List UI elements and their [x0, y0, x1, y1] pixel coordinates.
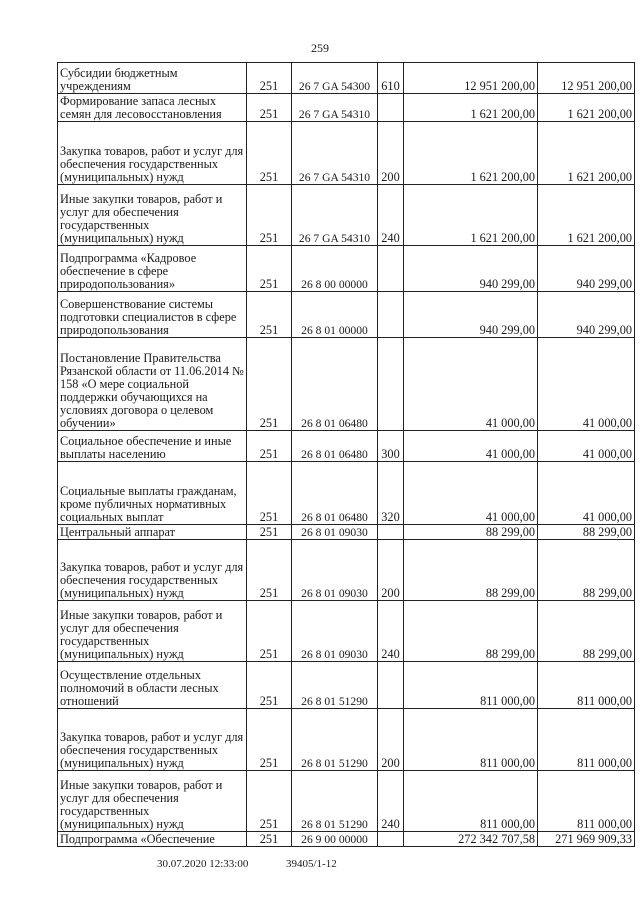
table-row	[58, 525, 635, 540]
row-amount-2021: 811 000,00	[538, 662, 635, 709]
row-code: 251	[247, 431, 292, 462]
row-code: 251	[247, 292, 292, 338]
row-amount-2021: 88 299,00	[538, 540, 635, 601]
row-amount-2020: 1 621 200,00	[404, 122, 538, 185]
row-target-article: 26 8 01 51290	[292, 771, 378, 832]
row-name: Закупка товаров, работ и услуг для обеспечения государственных (муниципальных) нужд	[58, 540, 247, 601]
row-amount-2020: 88 299,00	[404, 601, 538, 662]
row-name: Постановление Правительства Рязанской области от 11.06.2014 № 158 «О мере социальной поддержки обучающихся на условиях договора о целевом обучении»	[58, 338, 247, 431]
row-amount-2021: 1 621 200,00	[538, 94, 635, 122]
row-code: 251	[247, 832, 292, 847]
row-code: 251	[247, 94, 292, 122]
table-row	[58, 63, 635, 94]
row-name: Совершенствование системы подготовки специалистов в сфере природопользования	[58, 292, 247, 338]
footer-document-number: 39405/1-12	[286, 858, 337, 870]
row-name: Центральный аппарат	[58, 525, 247, 540]
row-target-article: 26 8 01 06480	[292, 338, 378, 431]
row-code: 251	[247, 709, 292, 771]
row-amount-2021: 41 000,00	[538, 338, 635, 431]
page-number: 259	[311, 41, 329, 55]
row-target-article: 26 8 01 09030	[292, 540, 378, 601]
row-amount-2020: 1 621 200,00	[404, 185, 538, 246]
row-target-article: 26 9 00 00000	[292, 832, 378, 847]
row-target-article: 26 8 01 00000	[292, 292, 378, 338]
row-code: 251	[247, 662, 292, 709]
footer-timestamp: 30.07.2020 12:33:00	[157, 858, 249, 870]
row-name: Социальные выплаты гражданам, кроме публичных нормативных социальных выплат	[58, 462, 247, 525]
row-code: 251	[247, 601, 292, 662]
table-row	[58, 832, 635, 847]
table-row	[58, 771, 635, 832]
row-name: Иные закупки товаров, работ и услуг для обеспечения государственных (муниципальных) нужд	[58, 601, 247, 662]
row-expense-type	[378, 525, 404, 540]
table-row	[58, 338, 635, 431]
row-amount-2020: 811 000,00	[404, 771, 538, 832]
row-amount-2021: 1 621 200,00	[538, 122, 635, 185]
row-amount-2020: 12 951 200,00	[404, 63, 538, 94]
row-amount-2021: 811 000,00	[538, 709, 635, 771]
table-row	[58, 185, 635, 246]
row-expense-type	[378, 338, 404, 431]
row-name: Подпрограмма «Обеспечение	[58, 832, 247, 847]
table-row	[58, 122, 635, 185]
row-amount-2021: 940 299,00	[538, 292, 635, 338]
row-code: 251	[247, 462, 292, 525]
row-expense-type: 240	[378, 771, 404, 832]
row-expense-type: 200	[378, 709, 404, 771]
row-amount-2021: 1 621 200,00	[538, 185, 635, 246]
row-amount-2021: 940 299,00	[538, 246, 635, 292]
row-amount-2020: 41 000,00	[404, 462, 538, 525]
row-target-article: 26 8 01 09030	[292, 601, 378, 662]
row-amount-2020: 272 342 707,58	[404, 832, 538, 847]
row-target-article: 26 8 00 00000	[292, 246, 378, 292]
row-target-article: 26 7 GA 54310	[292, 94, 378, 122]
row-amount-2020: 88 299,00	[404, 525, 538, 540]
row-amount-2021: 41 000,00	[538, 431, 635, 462]
table-row	[58, 462, 635, 525]
table-row	[58, 431, 635, 462]
row-amount-2020: 940 299,00	[404, 246, 538, 292]
row-name: Закупка товаров, работ и услуг для обеспечения государственных (муниципальных) нужд	[58, 122, 247, 185]
table-row	[58, 540, 635, 601]
row-code: 251	[247, 246, 292, 292]
row-expense-type	[378, 832, 404, 847]
row-expense-type: 240	[378, 601, 404, 662]
row-name: Закупка товаров, работ и услуг для обеспечения государственных (муниципальных) нужд	[58, 709, 247, 771]
row-expense-type: 300	[378, 431, 404, 462]
row-expense-type	[378, 94, 404, 122]
row-amount-2020: 41 000,00	[404, 431, 538, 462]
table-row	[58, 292, 635, 338]
row-name: Субсидии бюджетным учреждениям	[58, 63, 247, 94]
table-row	[58, 94, 635, 122]
row-target-article: 26 8 01 06480	[292, 431, 378, 462]
row-name: Иные закупки товаров, работ и услуг для обеспечения государственных (муниципальных) нужд	[58, 185, 247, 246]
row-expense-type: 200	[378, 122, 404, 185]
row-name: Иные закупки товаров, работ и услуг для обеспечения государственных (муниципальных) нужд	[58, 771, 247, 832]
row-amount-2020: 811 000,00	[404, 709, 538, 771]
table-row	[58, 709, 635, 771]
row-code: 251	[247, 525, 292, 540]
row-target-article: 26 7 GA 54310	[292, 122, 378, 185]
row-amount-2021: 41 000,00	[538, 462, 635, 525]
row-expense-type: 240	[378, 185, 404, 246]
row-target-article: 26 8 01 51290	[292, 662, 378, 709]
row-expense-type: 200	[378, 540, 404, 601]
row-name: Подпрограмма «Кадровое обеспечение в сфере природопользования»	[58, 246, 247, 292]
row-amount-2021: 811 000,00	[538, 771, 635, 832]
row-amount-2020: 41 000,00	[404, 338, 538, 431]
row-code: 251	[247, 63, 292, 94]
row-name: Социальное обеспечение и иные выплаты населению	[58, 431, 247, 462]
table-row	[58, 601, 635, 662]
row-amount-2021: 88 299,00	[538, 601, 635, 662]
row-expense-type	[378, 292, 404, 338]
row-target-article: 26 8 01 06480	[292, 462, 378, 525]
row-code: 251	[247, 771, 292, 832]
row-amount-2021: 271 969 909,33	[538, 832, 635, 847]
row-target-article: 26 7 GA 54310	[292, 185, 378, 246]
row-target-article: 26 7 GA 54300	[292, 63, 378, 94]
row-expense-type: 320	[378, 462, 404, 525]
row-target-article: 26 8 01 51290	[292, 709, 378, 771]
row-amount-2021: 88 299,00	[538, 525, 635, 540]
row-target-article: 26 8 01 09030	[292, 525, 378, 540]
row-code: 251	[247, 122, 292, 185]
row-code: 251	[247, 185, 292, 246]
row-expense-type	[378, 662, 404, 709]
table-row	[58, 246, 635, 292]
row-amount-2020: 811 000,00	[404, 662, 538, 709]
row-amount-2020: 88 299,00	[404, 540, 538, 601]
row-name: Осуществление отдельных полномочий в области лесных отношений	[58, 662, 247, 709]
budget-table	[57, 62, 635, 847]
row-name: Формирование запаса лесных семян для лесовосстановления	[58, 94, 247, 122]
row-code: 251	[247, 338, 292, 431]
row-expense-type	[378, 246, 404, 292]
row-code: 251	[247, 540, 292, 601]
table-row	[58, 662, 635, 709]
row-amount-2021: 12 951 200,00	[538, 63, 635, 94]
row-amount-2020: 940 299,00	[404, 292, 538, 338]
budget-table-body	[58, 63, 635, 847]
row-expense-type: 610	[378, 63, 404, 94]
row-amount-2020: 1 621 200,00	[404, 94, 538, 122]
